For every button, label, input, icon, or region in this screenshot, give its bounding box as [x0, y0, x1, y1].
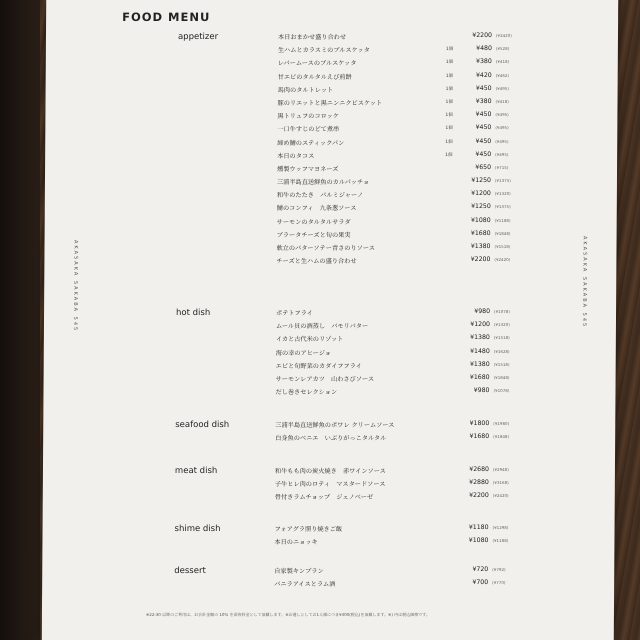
item-price: ¥1680 [469, 433, 490, 441]
item-tax-price: (¥2420) [494, 257, 511, 263]
side-text-right: AKASAKA SAKABA 545 [580, 236, 588, 329]
item-name: 馬肉のタルトレット [277, 86, 334, 94]
item-tax-price: (¥495) [495, 85, 509, 91]
item-name: 和牛のたたき パルミジャーノ [276, 192, 364, 200]
item-tax-price: (¥2948) [492, 467, 509, 472]
menu-item [277, 122, 577, 135]
item-name: 骨付きラムチョップ ジェノベーゼ [274, 494, 374, 502]
menu-item-list [274, 522, 574, 548]
item-price: ¥2200 [470, 256, 491, 264]
item-count: 1個 [445, 60, 454, 66]
item-price: ¥450 [475, 111, 492, 119]
item-price: ¥450 [475, 124, 492, 132]
item-tax-price: (¥2420) [495, 33, 512, 38]
item-count: 1個 [445, 99, 453, 105]
menu-item [276, 372, 576, 385]
footnote: ※22:30 以降のご利用は、お会計金額の 10% を深夜料金として頂戴します。※お通しとしてお1人様につき¥300(税込)を頂戴します。※) 内は税込価格です。 [145, 612, 430, 617]
item-price: ¥450 [475, 150, 492, 158]
item-name: バニラアイスとラム酒 [274, 581, 336, 589]
item-name: 海の幸のアヒージョ [275, 349, 331, 357]
item-price: ¥480 [476, 45, 492, 53]
menu-item [275, 418, 575, 431]
section-heading: appetizer [177, 32, 219, 42]
item-name: 一口牛すじのどて煮串 [277, 126, 340, 134]
item-tax-price: (¥495) [495, 138, 509, 144]
item-tax-price: (¥792) [492, 567, 506, 572]
item-name: 鯖のコンフィ 九条葱ソース [276, 205, 357, 213]
item-tax-price: (¥495) [495, 112, 509, 118]
item-price: ¥720 [472, 566, 489, 573]
item-price: ¥1200 [471, 190, 491, 198]
item-name: 三浦半島直送鮮魚のカルパッチョ [276, 179, 370, 187]
item-tax-price: (¥3168) [492, 480, 509, 486]
item-price: ¥450 [475, 84, 492, 92]
item-name: 締め鯖のスティックパン [277, 139, 345, 147]
item-name: フォアグラ照り焼きご飯 [274, 526, 343, 533]
item-tax-price: (¥1078) [493, 388, 510, 394]
item-count: 1個 [445, 126, 453, 132]
item-name: 和牛もも肉の炭火焼き 赤ワインソース [274, 468, 386, 475]
menu-item [277, 96, 577, 109]
item-price: ¥2880 [469, 479, 489, 487]
item-name: チーズと生ハムの盛り合わせ [276, 258, 357, 266]
item-price: ¥980 [474, 308, 491, 315]
item-price: ¥1680 [470, 229, 491, 237]
item-price: ¥2680 [469, 466, 489, 473]
dark-left-edge [0, 0, 40, 640]
item-name: ブラータチーズと旬の果実 [276, 231, 351, 239]
section-heading: meat dish [174, 466, 218, 476]
item-tax-price: (¥418) [495, 59, 510, 65]
menu-item [277, 188, 577, 201]
item-price: ¥380 [475, 97, 492, 105]
menu-item [274, 522, 574, 535]
item-tax-price: (¥1298) [492, 525, 509, 530]
item-name: 本日のニョッキ [274, 539, 318, 547]
menu-item-list [276, 30, 578, 267]
item-price: ¥1680 [469, 373, 490, 381]
side-text-left: AKASAKA SAKABA 545 [71, 240, 79, 333]
menu-item [276, 359, 576, 372]
menu-item [276, 306, 576, 319]
item-tax-price: (¥1518) [493, 361, 510, 367]
menu-item [278, 83, 578, 96]
item-tax-price: (¥1848) [493, 434, 510, 440]
item-price: ¥1200 [470, 321, 490, 329]
item-tax-price: (¥770) [492, 580, 506, 586]
item-price: ¥2200 [472, 32, 493, 39]
item-tax-price: (¥1518) [493, 335, 510, 341]
section-heading: hot dish [176, 308, 211, 318]
section-heading: dessert [174, 566, 206, 576]
item-tax-price: (¥495) [495, 125, 509, 131]
menu-item-list [275, 418, 575, 444]
item-price: ¥420 [475, 71, 492, 79]
menu-item [275, 431, 575, 444]
item-tax-price: (¥1848) [494, 230, 511, 236]
item-price: ¥380 [476, 58, 492, 66]
item-tax-price: (¥1320) [494, 191, 511, 197]
menu-item [275, 490, 575, 503]
menu-item [277, 149, 577, 162]
item-price: ¥1380 [470, 334, 490, 342]
item-tax-price: (¥1375) [494, 178, 511, 184]
section-heading: seafood dish [175, 420, 230, 430]
menu-item [277, 136, 577, 149]
item-tax-price: (¥1518) [494, 244, 511, 249]
item-tax-price: (¥1848) [493, 374, 510, 380]
menu-item [278, 43, 578, 56]
item-name: 黒トリュフのコロッケ [277, 113, 340, 121]
item-name: 燻製ウッフマヨネーズ [277, 165, 339, 173]
item-count: 1個 [445, 86, 454, 92]
item-name: だし巻きセレクション [275, 389, 338, 397]
menu-item [278, 56, 578, 69]
item-name: ムール貝の酒蒸し バモリバター [275, 323, 369, 331]
menu-item [278, 70, 578, 83]
item-name: サーモンのタルタルサラダ [276, 218, 351, 226]
item-name: レバームースのブルスケッタ [277, 60, 357, 68]
menu-item [277, 162, 577, 175]
item-tax-price: (¥715) [495, 164, 509, 170]
menu-item [276, 254, 576, 267]
item-price: ¥1800 [469, 420, 490, 427]
item-count: 1個 [445, 47, 454, 53]
item-tax-price: (¥1375) [494, 204, 511, 210]
item-tax-price: (¥1188) [494, 217, 511, 223]
item-name: ポテトフライ [276, 310, 313, 317]
menu-item [277, 201, 577, 214]
menu-item [276, 241, 576, 254]
item-price: ¥1180 [468, 524, 489, 531]
item-tax-price: (¥1628) [493, 348, 510, 354]
item-count: 1個 [445, 152, 453, 158]
item-price: ¥700 [472, 579, 489, 587]
menu-item [274, 564, 574, 577]
item-price: ¥1250 [471, 177, 491, 185]
item-name: 甘エビのタルタルえび煎餅 [277, 73, 352, 81]
menu-item [276, 332, 576, 345]
item-name: サーモンレアカツ 山わさびソース [275, 375, 375, 383]
item-tax-price: (¥462) [495, 72, 510, 78]
menu-item [277, 228, 577, 241]
menu-item [277, 215, 577, 228]
item-name: 軟立のバターソテー青さのりソース [276, 245, 375, 252]
menu-item-list [274, 564, 574, 590]
menu-title: FOOD MENU [122, 10, 211, 24]
menu-item [275, 385, 575, 398]
item-tax-price: (¥495) [495, 151, 509, 157]
item-name: 自家製キンプラン [274, 568, 324, 575]
menu-item-list [275, 306, 576, 398]
menu-item [278, 30, 578, 43]
item-price: ¥1250 [471, 203, 491, 211]
menu-item [277, 175, 577, 188]
item-name: 本日のタコス [277, 152, 315, 160]
item-tax-price: (¥528) [495, 46, 510, 52]
menu-item [277, 109, 577, 122]
menu-item [275, 477, 575, 490]
item-tax-price: (¥1320) [493, 322, 510, 328]
item-price: ¥1380 [470, 243, 491, 250]
menu-item [276, 319, 576, 332]
item-name: 豚のリエットと黒ニンニクビスケット [277, 99, 383, 107]
item-tax-price: (¥1078) [494, 309, 510, 314]
item-price: ¥650 [475, 163, 492, 171]
item-name: 三浦半島直送鮮魚のポワレ クリームソース [275, 422, 395, 429]
menu-sheet [42, 0, 618, 640]
menu-item [275, 464, 575, 477]
item-count: 1個 [445, 139, 453, 145]
item-price: ¥1080 [468, 537, 489, 545]
item-tax-price: (¥1980) [493, 421, 510, 426]
menu-item-list [275, 464, 575, 504]
item-count: 1個 [445, 73, 454, 79]
menu-item [276, 346, 576, 359]
section-heading: shime dish [174, 524, 221, 534]
menu-item [274, 535, 574, 548]
item-count: 1個 [445, 113, 453, 119]
item-price: ¥2200 [469, 492, 489, 500]
item-tax-price: (¥1188) [492, 538, 509, 544]
item-price: ¥1080 [470, 216, 491, 224]
item-name: 生ハムとカラスミのブルスケッタ [277, 47, 370, 55]
item-tax-price: (¥418) [495, 98, 509, 104]
menu-item [274, 577, 574, 590]
item-name: 子牛ヒレ肉のロティ マスタードソース [274, 481, 386, 489]
item-tax-price: (¥2420) [492, 493, 509, 499]
item-name: 白身魚のベニエ いぶりがっこタルタル [275, 435, 387, 443]
item-name: イカと古代米のリゾット [275, 336, 344, 344]
item-price: ¥450 [475, 137, 492, 145]
item-price: ¥1380 [469, 360, 490, 368]
item-price: ¥980 [473, 387, 490, 395]
item-name: 本日おまかせ盛り合わせ [277, 34, 347, 41]
item-price: ¥1480 [470, 347, 490, 355]
item-name: エビと旬野菜のカダイフフライ [275, 362, 362, 370]
